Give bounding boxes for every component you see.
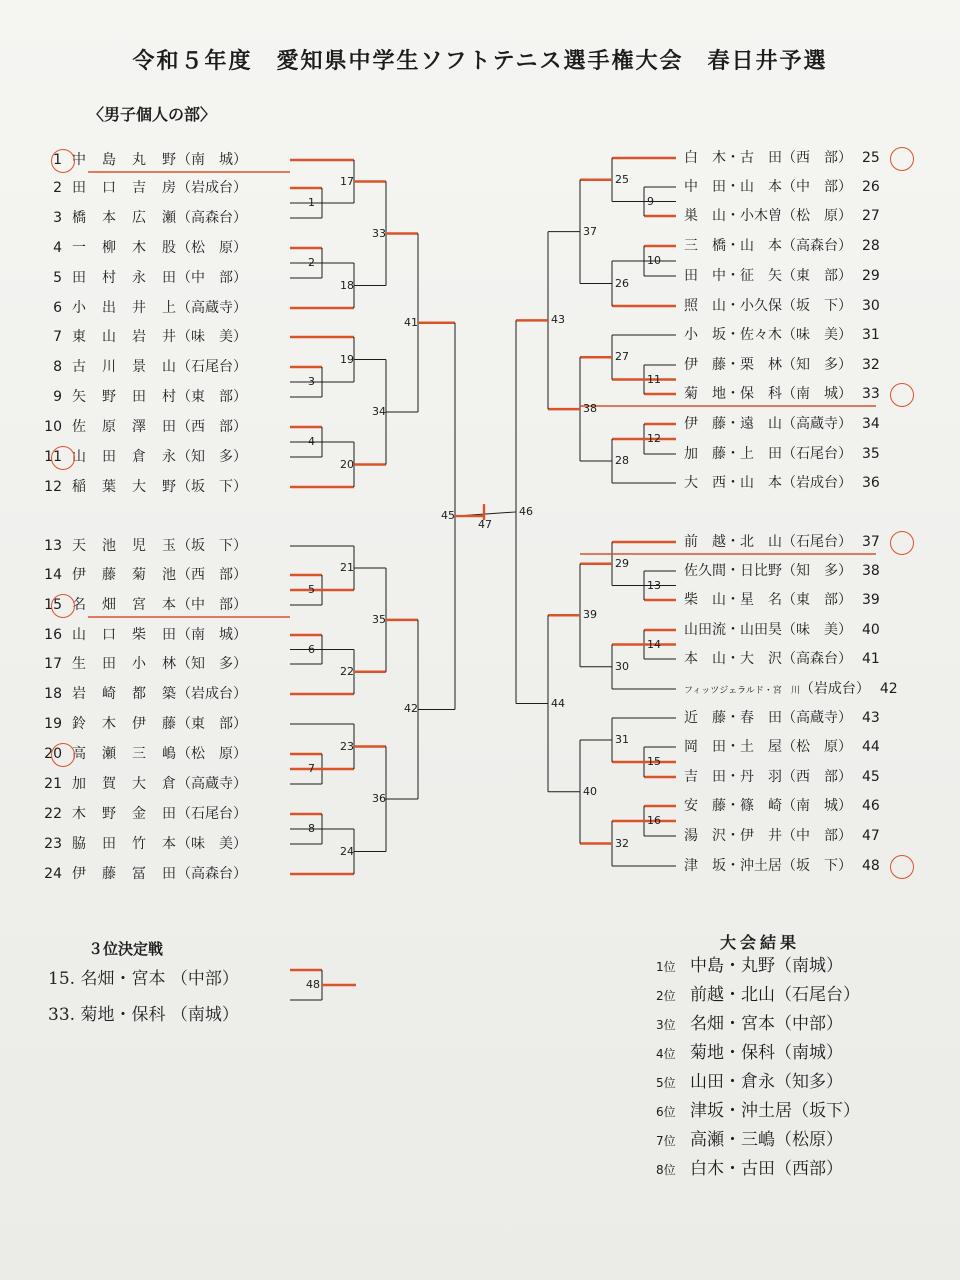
entry-school: （石尾台） [177,806,247,822]
result-pair: 山田・倉永（知多） [690,1072,843,1092]
result-place: 4位 [656,1047,676,1061]
entry-school: （松 原） [782,208,852,224]
document-title: 令和５年度 愛知県中学生ソフトテニス選手権大会 春日井予選 [132,49,828,74]
entry-number: 48 [862,858,880,874]
match-number: 47 [478,518,492,532]
match-number: 8 [308,822,315,835]
entry-school: （味 美） [177,329,247,345]
entry-number: 8 [53,359,62,375]
match-number: 13 [647,578,661,592]
match-number: 21 [340,561,354,574]
match-number: 24 [340,844,354,858]
entry-names: 岡 田・土 屋 [684,739,782,755]
result-pair: 中島・丸野（南城） [690,956,843,976]
entry-number: 13 [44,538,62,554]
match-number: 40 [583,784,597,798]
entry-names: 山 田 倉 永 [72,449,177,465]
entry-number: 45 [862,769,880,785]
result-pair: 菊地・保科（南城） [690,1043,843,1063]
entry-school: （南 城） [782,386,852,402]
entry-school: （高蔵寺） [782,710,852,726]
entry-school: （東 部） [782,592,852,608]
entry-school: （石尾台） [177,359,247,375]
result-place: 5位 [656,1076,676,1090]
entry-names: 岩 崎 都 築 [72,686,177,702]
entry-number: 17 [44,656,62,672]
result-row [656,1068,843,1096]
result-place: 6位 [656,1105,676,1119]
entry-names: 伊 藤・栗 林 [684,357,782,373]
match-number: 11 [647,372,661,386]
entry-school: （南 城） [782,798,852,814]
entry-number: 12 [44,479,62,495]
entry-names: 津 坂・沖土居 [684,858,782,874]
entry-names: 照 山・小久保 [684,298,782,314]
entry-number: 46 [862,798,880,814]
result-row [656,952,843,980]
entry-school: （高森台） [782,238,852,254]
result-pair: 前越・北山（石尾台） [690,985,860,1005]
result-row [656,1010,843,1038]
entry-names: 伊 藤・遠 山 [684,416,782,432]
entry-school: （味 美） [782,327,852,343]
third-place-entry-1: 15. 名畑・宮本 （中部） [48,969,239,989]
entry-names: 三 橋・山 本 [684,238,782,254]
entry-names: 安 藤・篠 崎 [684,798,782,814]
entry-school: （高森台） [177,866,247,882]
entry-school: （東 部） [177,716,247,732]
result-row [656,1126,843,1154]
entry-names: 加 藤・上 田 [684,446,782,462]
entry-number: 1 [53,152,62,168]
entry-names: 高 瀬 三 嶋 [72,746,177,762]
match-number: 41 [404,315,418,329]
seed-circle-mark [51,446,75,470]
entry-names: 山 口 柴 田 [72,627,177,643]
entry-number: 5 [53,270,62,286]
match-number: 3 [308,375,315,388]
entry-number: 11 [44,449,62,465]
third-place-entry-2: 33. 菊地・保科 （南城） [48,1005,239,1025]
match-number: 28 [615,454,629,467]
entry-names: 橋 本 広 瀬 [72,210,177,226]
entry-school: （岩成台） [799,681,870,697]
entry-number: 44 [862,739,880,755]
entry-names: 田 中・征 矢 [684,268,782,284]
match-number: 18 [340,278,354,292]
entry-names: 中 田・山 本 [684,179,782,195]
entry-number: 6 [53,300,62,316]
results-title: 大会結果 [720,933,801,952]
match-number: 5 [308,583,315,596]
entry-number: 28 [862,238,880,254]
entry-number: 18 [44,686,62,702]
entry-names: 生 田 小 林 [72,656,177,672]
entry-names: 加 賀 大 倉 [72,776,177,792]
entry-school: （中 部） [782,179,852,195]
match-number: 31 [615,733,629,746]
match-number: 19 [340,352,354,366]
entry-names: 脇 田 竹 本 [72,836,177,852]
entry-school: （西 部） [177,419,247,435]
entry-names: 巣 山・小木曽 [684,208,782,224]
entry-names: 本 山・大 沢 [684,651,782,667]
entry-school: （松 原） [177,240,247,256]
seed-circle-mark [890,531,914,555]
entry-number: 7 [53,329,62,345]
entry-school: （坂 下） [177,479,247,495]
match-number: 44 [551,696,565,710]
match-number: 43 [551,313,565,327]
entry-names: 天 池 児 玉 [72,538,177,554]
entry-names: 名 畑 宮 本 [72,597,177,613]
entry-school: （西 部） [177,567,247,583]
result-row [656,981,860,1009]
entry-number: 31 [862,327,880,343]
entry-number: 47 [862,828,880,844]
match-number: 30 [615,659,629,673]
match-number: 38 [583,402,597,416]
result-pair: 白木・古田（西部） [690,1159,843,1179]
entry-number: 27 [862,208,880,224]
result-pair: 名畑・宮本（中部） [690,1014,843,1034]
entry-school: （味 美） [782,622,852,638]
entry-names: 田 口 吉 房 [72,180,177,196]
match-number: 42 [404,702,418,716]
entry-school: （中 部） [782,828,852,844]
match-number: 39 [583,608,597,622]
match-number: 45 [441,509,455,523]
seed-circle-mark [51,743,75,767]
entry-names: 佐 原 澤 田 [72,419,177,435]
entry-names: 鈴 木 伊 藤 [72,716,177,732]
entry-names: 大 西・山 本 [684,475,782,491]
match-number: 34 [372,405,386,418]
match-number: 12 [647,432,661,445]
entry-number: 24 [44,866,62,882]
division-heading: 〈男子個人の部〉 [88,105,217,124]
entry-school: （松 原） [782,739,852,755]
seed-circle-mark [890,147,914,171]
entry-names: 吉 田・丹 羽 [684,769,782,785]
result-place: 3位 [656,1018,676,1032]
entry-number: 2 [53,180,62,196]
entry-number: 15 [44,597,62,613]
result-place: 8位 [656,1163,676,1177]
seed-circle-mark [890,855,914,879]
entry-school: （知 多） [177,449,247,465]
third-place-title: ３位決定戦 [88,940,164,958]
entry-names: 稲 葉 大 野 [72,479,177,495]
match-number: 2 [308,256,315,269]
entry-school: （高森台） [177,210,247,226]
result-row [656,1039,843,1067]
entry-number: 43 [862,710,880,726]
entry-names: 山田流・山田昊 [684,622,782,638]
match-number: 6 [308,642,315,656]
match-number: 15 [647,755,661,768]
match-number: 27 [615,350,629,364]
match-number: 9 [647,194,654,208]
match-number: 33 [372,226,386,240]
entry-names: 湯 沢・伊 井 [684,828,782,844]
entry-number: 4 [53,240,62,256]
entry-number: 34 [862,416,880,432]
result-row [656,1097,860,1125]
match-number: 14 [647,637,661,651]
entry-number: 36 [862,475,880,491]
entry-number: 30 [862,298,880,314]
entry-school: （岩成台） [177,686,247,702]
entry-names: 佐久間・日比野 [684,563,782,579]
entry-school: （岩成台） [782,475,852,491]
seed-circle-mark [890,383,914,407]
entry-number: 29 [862,268,880,284]
seed-circle-mark [51,594,75,618]
entry-number: 14 [44,567,62,583]
entry-school: （高蔵寺） [782,416,852,432]
entry-number: 41 [862,651,880,667]
entry-names: 菊 地・保 科 [684,386,782,402]
entry-names: 中 島 丸 野 [72,152,177,168]
entry-school: （石尾台） [782,446,852,462]
entry-number: 16 [44,627,62,643]
result-row [656,1155,843,1183]
match-number: 48 [306,978,320,991]
entry-school: （高蔵寺） [177,300,247,316]
match-number: 1 [308,196,315,209]
match-number: 32 [615,836,629,850]
entry-names: 小 出 井 上 [72,300,177,316]
entry-school: （坂 下） [177,538,247,554]
entry-school: （石尾台） [782,534,852,550]
entry-school: （高蔵寺） [177,776,247,792]
match-number: 36 [372,792,386,805]
match-number: 46 [519,504,533,518]
entry-number: 26 [862,179,880,195]
entry-school: （知 多） [782,357,852,373]
entry-number: 23 [44,836,62,852]
result-place: 2位 [656,989,676,1003]
entry-school: （高森台） [782,651,852,667]
result-pair: 高瀬・三嶋（松原） [690,1130,843,1150]
match-number: 26 [615,276,629,290]
entry-school: （坂 下） [782,858,852,874]
entry-names: 伊 藤 菊 池 [72,567,177,583]
result-place: 1位 [656,960,676,974]
result-pair: 津坂・沖土居（坂下） [690,1101,860,1121]
entry-number: 3 [53,210,62,226]
result-place: 7位 [656,1134,676,1148]
entry-names: 小 坂・佐々木 [684,327,782,343]
entry-school: （南 城） [177,152,247,168]
entry-number: 37 [862,534,880,550]
match-number: 22 [340,664,354,678]
entry-names: 柴 山・星 名 [684,592,782,608]
entry-number: 32 [862,357,880,373]
entry-names: 古 川 景 山 [72,359,177,375]
entry-names: 伊 藤 冨 田 [72,866,177,882]
entry-names: 木 野 金 田 [72,806,177,822]
match-number: 23 [340,739,354,753]
entry-names: 白 木・古 田 [684,150,782,166]
match-number: 16 [647,814,661,827]
entry-names: 近 藤・春 田 [684,710,782,726]
entry-number: 38 [862,563,880,579]
match-number: 25 [615,172,629,186]
match-number: 29 [615,556,629,570]
entry-number: 21 [44,776,62,792]
entry-number: 20 [44,746,62,762]
match-number: 20 [340,457,354,471]
entry-names: 前 越・北 山 [684,534,782,550]
entry-number: 35 [862,446,880,462]
match-number: 7 [308,762,315,775]
entry-names: 一 柳 木 股 [72,240,177,256]
entry-school: （南 城） [177,627,247,643]
entry-number: 19 [44,716,62,732]
entry-names: 東 山 岩 井 [72,329,177,345]
entry-school: （知 多） [782,563,852,579]
entry-school: （松 原） [177,746,247,762]
entry-school: （東 部） [782,268,852,284]
match-number: 35 [372,612,386,626]
entry-school: （知 多） [177,656,247,672]
entry-names: フィッツジェラルド・宮 川 [684,686,800,696]
entry-number: 39 [862,592,880,608]
entry-number: 25 [862,150,880,166]
entry-names: 矢 野 田 村 [72,389,177,405]
entry-school: （中 部） [177,270,247,286]
entry-number: 10 [44,419,62,435]
match-number: 37 [583,224,597,238]
entry-school: （味 美） [177,836,247,852]
entry-number: 9 [53,389,62,405]
entry-school: （中 部） [177,597,247,613]
entry-names: 田 村 永 田 [72,270,177,286]
entry-number: 33 [862,386,880,402]
entry-number: 42 [879,681,898,697]
match-number: 17 [340,174,354,188]
entry-school: （東 部） [177,389,247,405]
entry-school: （岩成台） [177,180,247,196]
entry-number: 22 [44,806,62,822]
entry-school: （西 部） [782,150,852,166]
seed-circle-mark [51,149,75,173]
entry-number: 40 [862,622,880,638]
match-number: 4 [308,435,315,448]
entry-school: （西 部） [782,769,852,785]
match-number: 10 [647,254,661,267]
entry-school: （坂 下） [782,298,852,314]
